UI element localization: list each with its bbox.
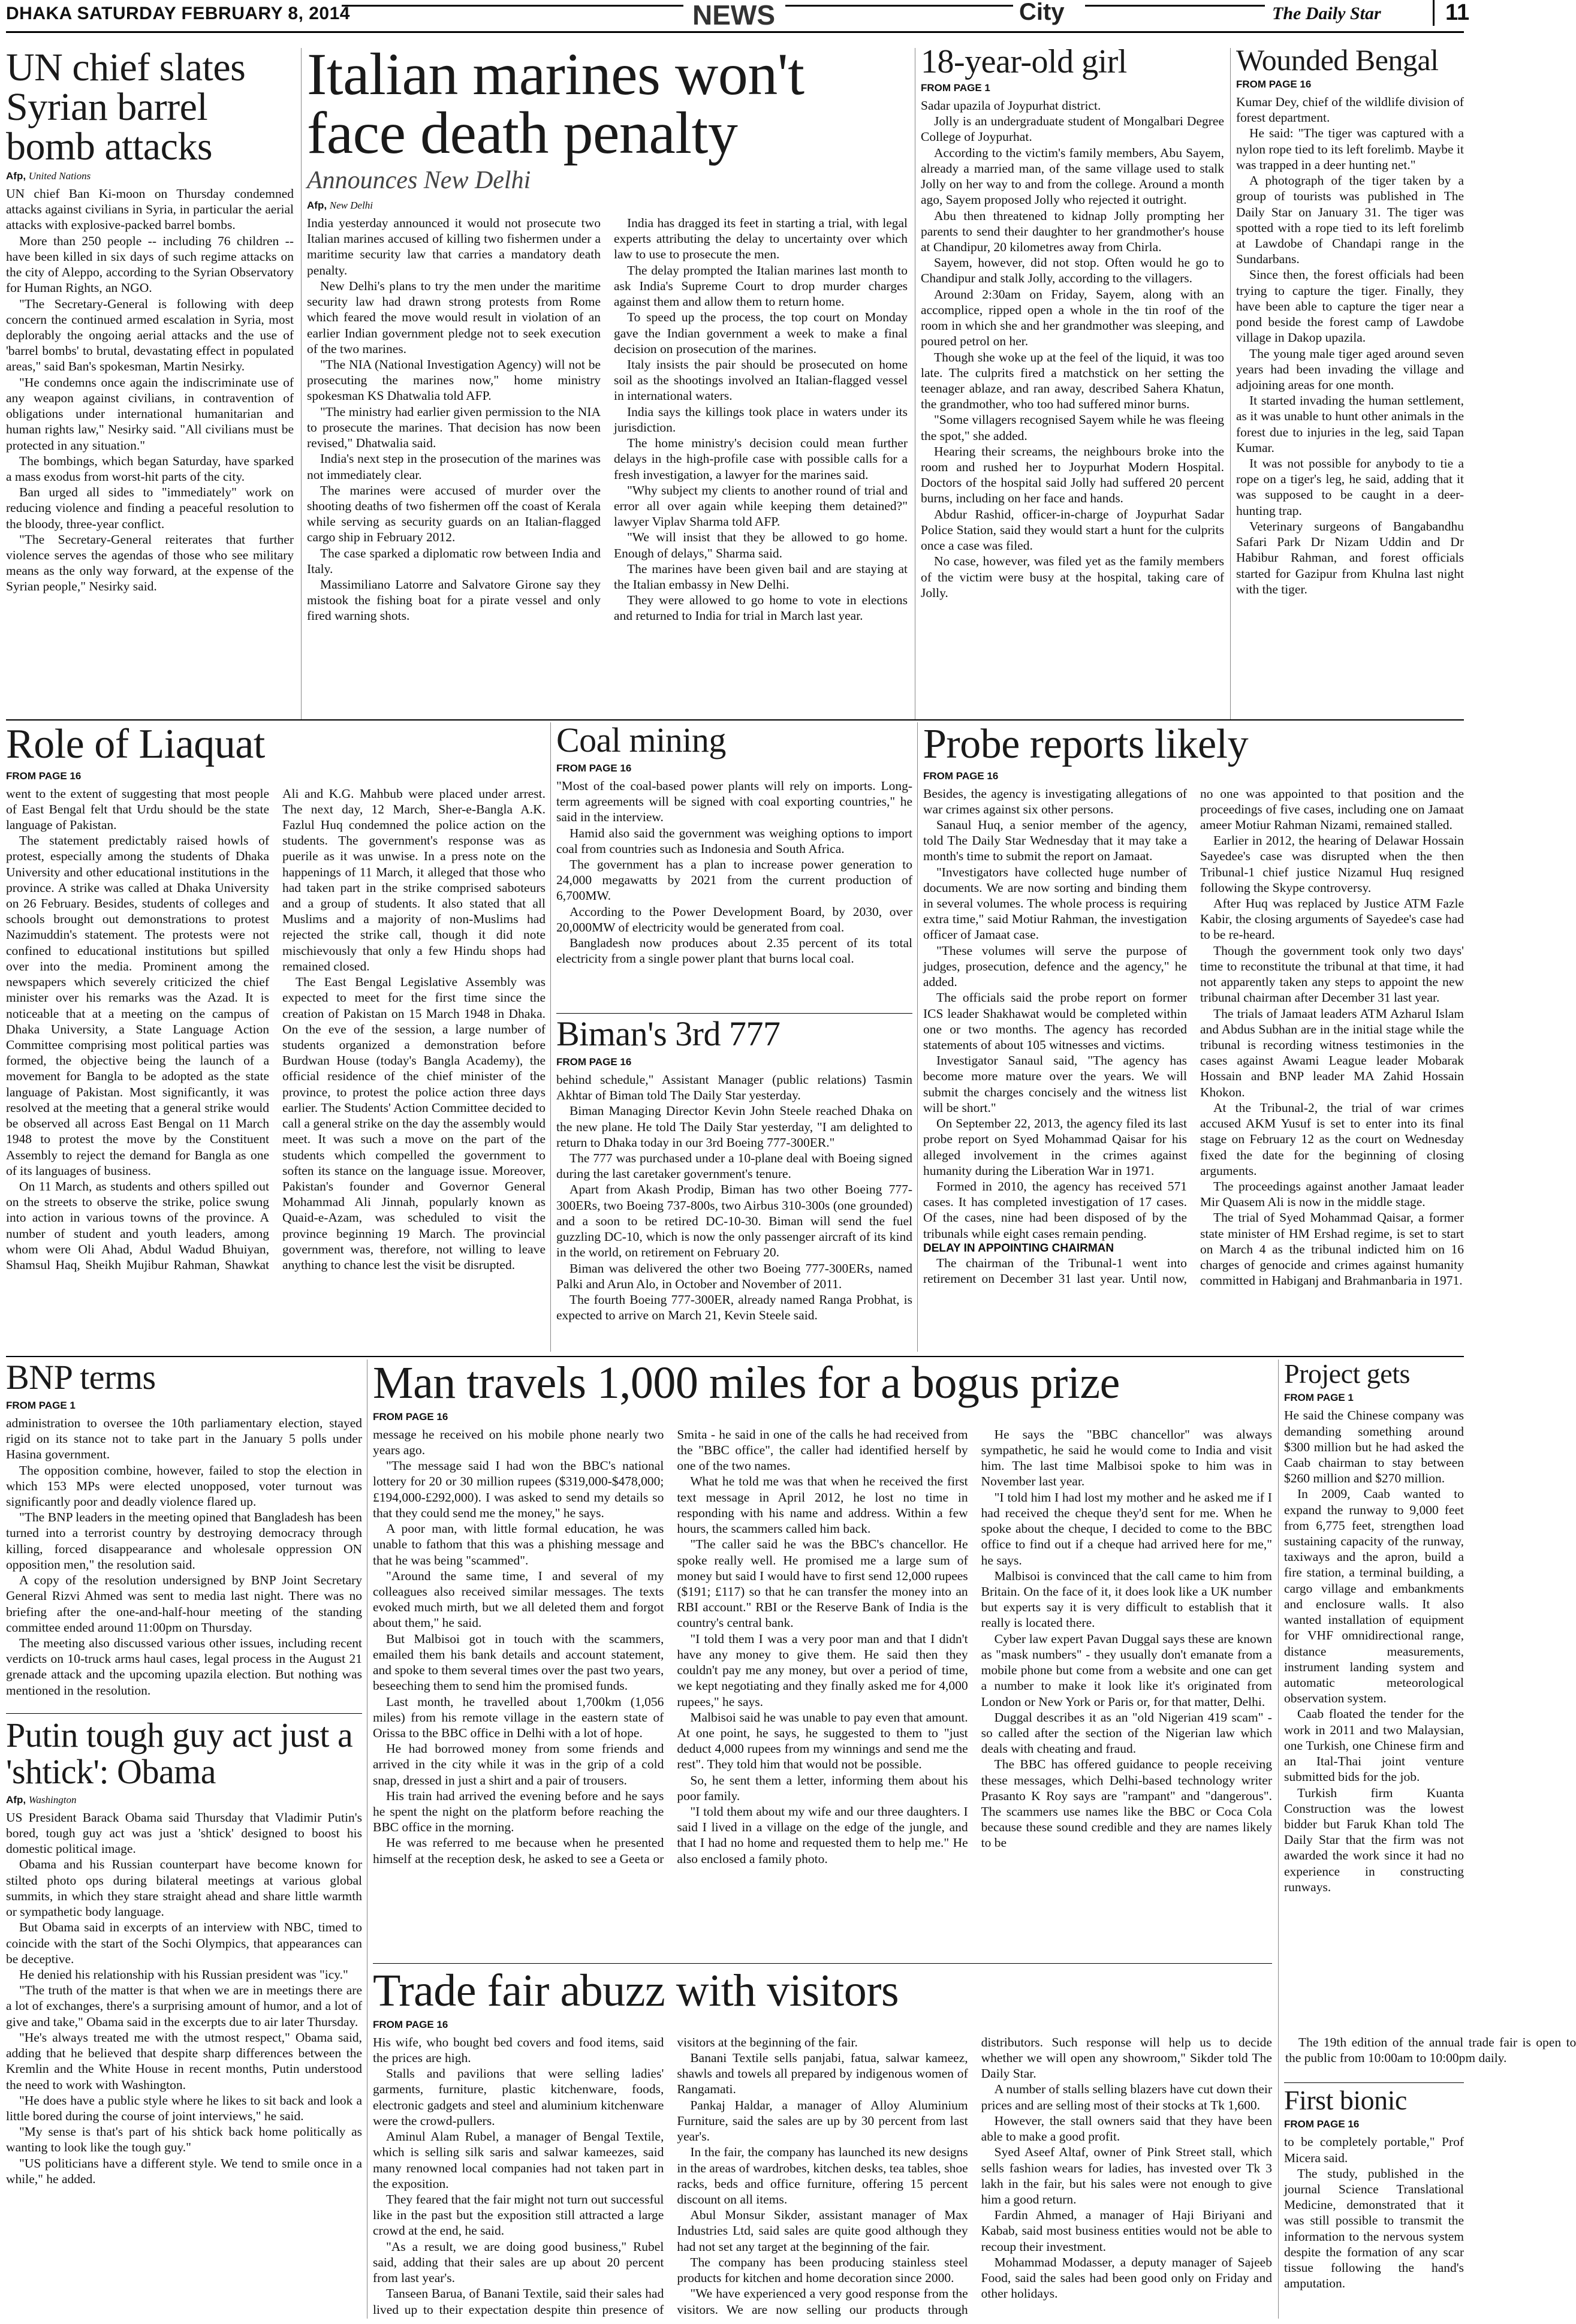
paragraph: However, the stall owners said that they have been able to make a good profit. [981, 2113, 1272, 2144]
headline: Trade fair abuzz with visitors [373, 1966, 899, 2016]
paragraph: Ban urged all sides to "immediately" work on reducing violence and finding a peaceful resolution to the bloody, three-year conflict. [6, 485, 294, 531]
byline: Afp, Washington [6, 1794, 77, 1805]
story-body [6, 1810, 362, 2187]
paragraph: The delay prompted the Italian marines last month to ask India's Supreme Court to drop murder charges against them and allow them to return home. [614, 263, 908, 309]
story-rule [373, 1963, 1272, 1964]
paragraph: US President Barack Obama said Thursday that Vladimir Putin's bored, tough guy act was just a 'shtick' designed to boost his domestic political image. [6, 1810, 362, 1856]
from-page: FROM PAGE 16 [1236, 79, 1312, 90]
paragraph: "The ministry had earlier given permission to the NIA to prosecute the marines. That decision has now been revised," Dhatwalia said. [307, 404, 601, 451]
from-page: FROM PAGE 16 [556, 762, 632, 774]
paragraph: Massimiliano Latorre and Salvatore Girone say they mistook the fishing boat for a pirate vessel and only fired warning shots. [307, 577, 601, 623]
masthead-rule-left [342, 5, 683, 7]
story-wounded-bengal [1236, 45, 1464, 719]
paragraph: Italy insists the pair should be prosecuted on home soil as the shootings involved an Italian-flagged vessel in international waters. [614, 357, 908, 403]
headline: BNP terms [6, 1358, 156, 1397]
story-bogus-prize [373, 1360, 1272, 1959]
paragraph: A copy of the resolution undersigned by BNP Joint Secretary General Rizvi Ahmed was sent to media last night. There was no briefing after the one-and-half-hour meeting of the standing committee ended around 11:00pm on Thursday. [6, 1573, 362, 1635]
story-italian-marines [307, 41, 908, 719]
story-body [556, 1072, 912, 1324]
paragraph: Caab floated the tender for the work in 2011 and two Malaysian, one Turkish, one Chinese firm and an Ital-Thai joint venture submitted bids for the job. [1284, 1707, 1464, 1785]
story-body [1284, 1407, 1464, 1895]
paragraph: India yesterday announced it would not prosecute two Italian marines accused of killing two fishermen under a maritime security law that carries a mandatory death penalty. [307, 216, 601, 278]
paragraph: Cyber law expert Pavan Duggal says these are known as "mask numbers" - they usually don't emanate from a mobile phone but come from a website and one can get a number to make it look like it's originated from London or New York or Paris or, for that matter, Delhi. [981, 1631, 1272, 1709]
headline: 18-year-old girl [921, 43, 1127, 80]
paragraph: The trials of Jamaat leaders ATM Azharul Islam and Abdus Subhan are in the initial stage while the tribunal is recording witness testimonies in the cases against Awami League leader Mobarak Hossain and BNP leader MA Zahid Hossain Khokon. [1200, 1006, 1464, 1099]
paragraph: UN chief Ban Ki-moon on Thursday condemned attacks against civilians in Syria, in particular the aerial attacks with explosive-packed barrel bombs. [6, 186, 294, 233]
story-body [1284, 2134, 1464, 2291]
story-bnp-terms [6, 1360, 362, 1710]
from-page: FROM PAGE 16 [373, 2018, 448, 2030]
paragraph: Biman was delivered the other two Boeing 777-300ERs, named Palki and Arun Alo, in October and November of 2011. [556, 1261, 912, 1291]
paragraph: After Huq was replaced by Justice ATM Fazle Kabir, the closing arguments of Sayedee's case had to be re-heard. [1200, 896, 1464, 942]
kicker: Announces New Delhi [307, 167, 531, 194]
paragraph: They feared that the fair might not turn out successful like in the past but the exposition still attracted a large crowd at the end, he said. [373, 2192, 664, 2238]
masthead-rule-middle [785, 5, 1013, 7]
paragraph: Last month, he travelled about 1,700km (1,056 miles) from his remote village in the eastern state of Orissa to the BBC office in Delhi with a lot of hope. [373, 1694, 664, 1740]
paragraph: At the Tribunal-2, the trial of war crimes accused AKM Yusuf is set to enter into its final stage on February 12 as the court on Wednesday fixed the date for the beginning of closing arguments. [1200, 1100, 1464, 1178]
paragraph: Hearing their screams, the neighbours broke into the room and rushed her to Joypurhat Modern Hospital. Doctors of the hospital said Jolly had suffered 20 percent burns, including on her face and hands. [921, 444, 1224, 506]
paragraph: So, he sent them a letter, informing them about his poor family. [677, 1773, 968, 1803]
story-first-bionic [1284, 2086, 1464, 2321]
paragraph: The BBC has offered guidance to people receiving these messages, which Delhi-based technology writer Prasanto K Roy says are "rampant" and "dangerous". The scammers use names like the BBC or Coca Cola because these sound credible and they are names likely to be [981, 1757, 1272, 1850]
paragraph: Though the government took only two days' time to reconstitute the tribunal at that time, it had not apparently taken any steps to appoint the new tribunal chairman after December 31 last year. [1200, 943, 1464, 1005]
paragraph: On 11 March, as students and others spilled out on the streets to observe the strike, police swung into action in various towns of the province. A number of student and youth leaders, among whom were Oli Ahad, Abdul Wadud Bhuiyan, Shamsul Haq, Sheikh Mujibur Rahman, Shawkat Ali and K.G. Mahbub were placed under arrest. The next day, 12 March, Sher-e-Bangla A.K. Fazlul Huq condemned the police action on the students. The government's response was as puerile as it was unwise. In a press note on the happenings of 11 March, it alleged that those who had taken part in the strike comprised saboteurs and a group of students. It also stated that all Muslims and a majority of non-Muslims had rejected the strike call, though it did note mischievously that only a few Hindu shops had remained closed. [6, 786, 546, 1273]
paragraph: "I told them I was a very poor man and that I didn't have any money to give them. He said then they couldn't pay me any money, but over a period of time, we kept negotiating and they finally asked me for 4,000 rupees," he says. [677, 1631, 968, 1709]
paragraph: The statement predictably raised howls of protest, especially among the students of Dhaka University and other educational institutions in the province. A strike was called at Dhaka University on 26 February. Besides, students of colleges and schools brought out demonstrations to protest Nazimuddin's statement. The protests were not confined to educational institutions but spilled over into the media. Prominent among the newspapers which severely criticized the chief minister over his remarks was the Azad. It is noticeable that at a meeting on the campus of Dhaka University, a State Language Action Committee comprising most political parties was formed, the objective being the launch of a movement for Bangla to be adopted as the state language of Pakistan. Most significantly, it was resolved at the meeting that a general strike would be observed all across East Bengal on 11 March 1948 to protest the move by the Constituent Assembly to reject the demand for Bangla as one of its languages of business. [6, 833, 269, 1178]
paragraph: Apart from Akash Prodip, Biman has two other Boeing 777-300ERs, two Boeing 737-800s, two Airbus 310-300s (one grounded) and a soon to be retired DC-10-30. Biman will send the fuel guzzling DC-10, which is now the only passenger aircraft of its kind in the world, on retirement on February 20. [556, 1182, 912, 1260]
paragraph: "The NIA (National Investigation Agency) will not be prosecuting the marines now," home ministry spokesman KS Dhatwalia told AFP. [307, 357, 601, 403]
byline: Afp, New Delhi [307, 200, 373, 211]
paragraph: "Around the same time, I and several of my colleagues also received similar messages. The texts evoked much mirth, but we all deleted them and forgot about them," he said. [373, 1568, 664, 1630]
paragraph: The company has been producing stainless steel products for kitchen and home decoration since 2000. [677, 2254, 968, 2286]
from-page: FROM PAGE 16 [373, 1410, 448, 1422]
from-page: FROM PAGE 16 [556, 1056, 632, 1068]
paragraph: The bombings, which began Saturday, have sparked a mass exodus from worst-hit parts of the city. [6, 453, 294, 484]
paragraph: "Investigators have collected huge number of documents. We are now sorting and binding them in several volumes. The whole process is requiring extra time," said Motiur Rahman, the investigation officer of Jamaat case. [923, 864, 1187, 942]
from-page: FROM PAGE 1 [6, 1399, 76, 1411]
paragraph: Banani Textile sells panjabi, fatua, salwar kameez, shawls and towels all prepared by indigenous women of Rangamati. [677, 2051, 968, 2097]
headline: First bionic [1284, 2085, 1407, 2115]
paragraph: "He's always treated me with the utmost respect," Obama said, adding that he believed that despite sharp differences between the Kremlin and the White House in recent months, Putin understood the need to work with Washington. [6, 2030, 362, 2092]
paragraph: More than 250 people -- including 76 children -- have been killed in six days of such regime attacks on the city of Aleppo, according to the Syrian Observatory for Human Rights, an NGO. [6, 233, 294, 296]
paragraph: The case sparked a diplomatic row between India and Italy. [307, 545, 601, 576]
paragraph: He denied his relationship with his Russian president was "icy." [19, 1967, 348, 1982]
paragraph: A poor man, with little formal education, he was unable to fathom that this was a phishing message and that he was being "scammed". [373, 1521, 664, 1568]
paragraph: What he told me was that when he received the first text message in April 2012, he lost no time in responding with his name and address. Within a few hours, the scammers called him back. [677, 1474, 968, 1536]
paragraph: In 2009, Caab wanted to expand the runway to 9,000 feet from 6,775 feet, strengthen load sustaining capacity of the runway, taxiways and the apron, build a fire station, a terminal building, a cargo village and embankments and enclosure walls. It also wanted installation of equipment for VHF omnidirectional range, distance measurements, instrument landing system and automatic meteorological observation system. [1284, 1487, 1464, 1706]
paragraph: "He does have a public style where he likes to sit back and look a little bored during the course of joint interviews," he said. [6, 2093, 362, 2123]
paragraph: A photograph of the tiger taken by a group of tourists was published in The Daily Star on January 31. The tiger was spotted with a rope tied to its left forelimb at Lawdobe of Chandapi range in the Sundarbans. [1236, 173, 1464, 267]
paragraph: But Obama said in excerpts of an interview with NBC, timed to coincide with the start of the Sochi Olympics, that appearances can be deceptive. [6, 1920, 362, 1966]
paragraph: The East Bengal Legislative Assembly was expected to meet for the first time since the creation of Pakistan on 15 March 1948 in Dhaka. On the eve of the session, a large number of students organized a demonstration before Burdwan House (today's Bangla Academy), the official residence of the chief minister of the province, to protest the police action three days earlier. The Students' Action Committee decided to call a general strike on the day the assembly would meet. It was such a move on the part of the students which compelled the government to soften its stance on the language issue. Moreover, Pakistan's founder and Governor General Mohammad Ali Jinnah, popularly known as Quaid-e-Azam, was scheduled to visit the province beginning 19 March. The provincial government was, therefore, not willing to leave anything to chance lest the visit be disrupted. [282, 975, 546, 1273]
paragraph: His wife, who bought bed covers and food items, said the prices are high. [373, 2034, 664, 2066]
paragraph: The 19th edition of the annual trade fair is open to the public from 10:00am to 10:00pm daily. [1285, 2034, 1576, 2066]
section-rule [6, 719, 1464, 721]
paragraph: Obama and his Russian counterpart have become known for stilted photo ops during bilateral meetings at various global summits, in which they stare straight ahead and share little warmth or sympathetic body language. [6, 1857, 362, 1919]
paragraph: "The caller said he was the BBC's chancellor. He spoke really well. He promised me a large sum of money but said I would have to first send 12,000 rupees ($191; £117) so that he can transfer the money into an RBI account." RBI or the Reserve Bank of India is the country's central bank. [677, 1537, 968, 1630]
story-rule [1284, 2082, 1464, 2083]
paragraph: behind schedule," Assistant Manager (public relations) Tasmin Akhtar of Biman told The Daily Star yesterday. [556, 1072, 912, 1103]
subsection-label: City [1019, 0, 1065, 25]
story-body [556, 778, 912, 967]
paragraph: "The Secretary-General is following with deep concern the continued armed escalation in Syria, most deplorably the ongoing aerial attacks and the use of 'barrel bombs' to brutal, devastating effect in populated areas," said Ban's spokesman, Martin Nesirky. [6, 296, 294, 374]
paragraph: India has dragged its feet in starting a trial, with legal experts attributing the delay to uncertainty over which law to use to prosecute the men. [614, 216, 908, 262]
page-number: 11 [1433, 0, 1469, 26]
from-page: FROM PAGE 16 [6, 770, 82, 782]
headline: Putin tough guy act just a 'shtick': Obama [6, 1716, 353, 1791]
story-rule [556, 1013, 912, 1014]
column-rule [1230, 48, 1231, 719]
paragraph: According to the victim's family members, Abu Sayem, already a married man, of the same village used to stalk Jolly on her way to and from the college. Around a month ago, Sayem proposed Jolly who rejected it outright. [921, 145, 1224, 207]
paragraph: They were allowed to go home to vote in elections and returned to India for trial in March last year. [614, 593, 908, 623]
paragraph: "My sense is that's part of his shtick back home politically as wanting to look like the tough guy." [6, 2124, 362, 2155]
paragraph: Sadar upazila of Joypurhat district. [921, 98, 1101, 113]
paragraph: The trial of Syed Mohammad Qaisar, a former state minister of HM Ershad regime, is set to start on March 4 as the tribunal indicted him on 16 charges of genocide and crimes against humanity committed in Habiganj and Brahmanbaria in 1971. [1200, 1210, 1464, 1288]
paragraph: "The Secretary-General reiterates that further violence serves the agendas of those who see military means as the only way forward, at the expense of the Syrian people," Nesirky said. [6, 532, 294, 594]
from-page: FROM PAGE 1 [921, 82, 990, 94]
paragraph: "We have experienced a very good response from the visitors. We are now selling our products through distributors. Such response will help us to decide whether we will open any showroom," Sikder told The Daily Star. [677, 2034, 1272, 2317]
paragraph: Since then, the forest officials had been trying to capture the tiger. Finally, they have been able to capture the tiger near a pond beside the forest camp of Lawdobe village in Dakop upazila. [1236, 267, 1464, 345]
paragraph: According to the Power Development Board, by 2030, over 20,000MW of electricity would be generated from coal. [556, 904, 912, 935]
story-body [923, 786, 1464, 1343]
paragraph: The officials said the probe report on former ICS leader Shakhawat would be completed within one or two months. The agency has recorded statements of about 105 witnesses and victims. [923, 990, 1187, 1052]
masthead-date: DHAKA SATURDAY FEBRUARY 8, 2014 [6, 4, 350, 23]
paragraph: Formed in 2010, the agency has received 571 cases. It has completed investigation of 17 cases. Of the cases, nine had been disposed of by the tribunals while eight cases remain pending. [923, 1178, 1187, 1241]
paragraph: went to the extent of suggesting that most people of East Bengal felt that Urdu should be the state language of Pakistan. [6, 786, 269, 832]
paragraph: India says the killings took place in waters under its jurisdiction. [614, 404, 908, 435]
paragraph: "We will insist that they be allowed to go home. Enough of delays," Sharma said. [614, 530, 908, 560]
paragraph: administration to oversee the 10th parliamentary election, stayed rigid on its stance not to take part in the January 5 polls under Hasina government. [6, 1415, 362, 1462]
paragraph: "The message said I had won the BBC's national lottery for 20 or 30 million rupees ($319,000-$478,000; £194,000-£292,000). I was asked to send my details so that they could send me the money," he says. [373, 1458, 664, 1520]
section-label: NEWS [692, 0, 775, 31]
story-body [6, 786, 546, 1343]
story-body [373, 1427, 1272, 1948]
paragraph: The meeting also discussed various other issues, including recent verdicts on 10-truck arms haul cases, legal process in the August 21 grenade attack and the upcoming upazila election. But nothing was mentioned in the resolution. [6, 1635, 362, 1698]
paragraph: The young male tiger aged around seven years had been invading the village and adjoining areas for one month. [1236, 346, 1464, 392]
paragraph: The marines have been given bail and are staying at the Italian embassy in New Delhi. [614, 561, 908, 592]
column-rule [301, 48, 302, 719]
paragraph: India's next step in the prosecution of the marines was not immediately clear. [307, 451, 601, 482]
paragraph: He was referred to me because when he presented himself at the reception desk, he asked to see a Geeta or Smita - he said in one of the calls he had received from the "BBC office", the caller had identified herself by one of the two names. [373, 1427, 968, 1866]
story-body [6, 1415, 362, 1698]
paragraph: The proceedings against another Jamaat leader Mir Quasem Ali is now in the middle stage. [1200, 1178, 1464, 1210]
story-rule [6, 1713, 362, 1714]
paragraph: "US politicians have a different style. We tend to smile once in a while," he added. [6, 2156, 362, 2186]
paragraph: Tanseen Barua, of Banani Textile, said their sales had lived up to their expectation despite thin presence of visitors at the beginning of the fair. [373, 2034, 858, 2317]
story-coal-mining [556, 722, 912, 1010]
paragraph: Around 2:30am on Friday, Sayem, along with an accomplice, ripped open a whole in the tin roof of the room in which she and her grandmother was sleeping, and poured petrol on her. [921, 287, 1224, 349]
paragraph: "Why subject my clients to another round of trial and error all over again while keeping them detained?" lawyer Viplav Sharma told AFP. [614, 483, 908, 529]
paragraph: Earlier in 2012, the hearing of Delawar Hossain Sayedee's case was disrupted when the then Tribunal-1 chief justice Nizamul Huq resigned following the Skype controversy. [1200, 833, 1464, 895]
paragraph: In the fair, the company has launched its new designs in the areas of wardrobes, kitchen desks, tea tables, shoe racks, beds and office furniture, offering 15 percent discount on all items. [677, 2145, 968, 2207]
paragraph: To speed up the process, the top court on Monday gave the Indian government a week to make a final decision on prosecution of the marines. [614, 310, 908, 356]
paragraph: "He condemns once again the indiscriminate use of any weapon against civilians, in contravention of obligations under international humanitarian and human rights law," Nesirky said. "All civilians must be protected in any situation." [6, 375, 294, 453]
paragraph: Malbisoi is convinced that the call came to him from Britain. On the face of it, it does look like a UK number but experts say it is very difficult to establish that it really is located there. [981, 1568, 1272, 1630]
column-rule [1278, 1360, 1279, 2319]
paragraph: The home ministry's decision could mean further delays in the high-profile case with possible calls for a fresh investigation, a lawyer for the marines said. [614, 436, 908, 482]
story-body [6, 186, 294, 595]
paragraph: It was not possible for anybody to tie a rope on a tiger's leg, he said, adding that it was supposed to be caught in a deer-hunting trap. [1236, 456, 1464, 518]
paragraph: "Some villagers recognised Sayem while he was fleeing the spot," she added. [921, 412, 1224, 443]
from-page: FROM PAGE 1 [1284, 1392, 1354, 1404]
column-rule [917, 722, 918, 1352]
headline: Project gets [1284, 1358, 1410, 1389]
paragraph: On September 22, 2013, the agency filed its last probe report on Syed Mohammad Qaisar for his alleged involvement in the crimes against humanity during the Liberation War in 1971. [923, 1116, 1187, 1178]
paragraph: But Malbisoi got in touch with the scammers, emailed them his bank details and account statement, and spoke to them several times over the past two years, beseeching them to send him the promised funds. [373, 1631, 664, 1693]
story-18-year-old-girl [921, 45, 1224, 719]
headline: Italian marines won't face death penalty [307, 41, 804, 166]
story-body [307, 215, 908, 689]
from-page: FROM PAGE 16 [1284, 2118, 1360, 2130]
story-probe-reports [923, 722, 1464, 1352]
paragraph: Investigator Sanaul said, "The agency has become more mature over the years. We will submit the charges concisely and the witness list will be short." [923, 1053, 1187, 1115]
paragraph: DELAY IN APPOINTING CHAIRMAN [923, 1241, 1114, 1255]
paragraph: Kumar Dey, chief of the wildlife division of forest department. [1236, 95, 1464, 125]
from-page: FROM PAGE 16 [923, 770, 999, 782]
masthead-rule-right [1085, 5, 1265, 7]
masthead [6, 0, 1470, 33]
paragraph: Pankaj Haldar, a manager of Alloy Aluminium Furniture, said the sales are up by 30 percent from last year's. [677, 2097, 968, 2144]
paragraph: He said the Chinese company was demanding something around $300 million but he had asked the Caab chairman to stay between $260 million and $270 million. [1284, 1408, 1464, 1486]
paragraph: The study, published in the journal Science Translational Medicine, demonstrated that it was still possible to transmit the information to the nervous system despite the formation of any scar tissue following the hand's amputation. [1284, 2166, 1464, 2291]
paragraph: Malbisoi said he was unable to pay even that amount. At one point, he says, he suggested to them to "just deduct 4,000 rupees from my winnings and send me the rest". They told him that would not be possible. [677, 1710, 968, 1772]
paragraph: He said: "The tiger was captured with a nylon rope tied to its left forelimb. Maybe it was trapped in a deer hunting net." [1236, 126, 1464, 172]
paragraph: The fourth Boeing 777-300ER, already named Ranga Probhat, is expected to arrive on March 21, Kevin Steele said. [556, 1292, 912, 1323]
paragraph: Jolly is an undergraduate student of Mongalbari Degree College of Joypurhat. [921, 114, 1224, 144]
paragraph: Sanaul Huq, a senior member of the agency, told The Daily Star Wednesday that it may take a month's time to submit the report on Jamaat. [923, 817, 1187, 864]
paragraph: His train had arrived the evening before and he says he spent the night on the platform before reaching the BBC office in the morning. [373, 1788, 664, 1835]
paragraph: Though she woke up at the feel of the liquid, it was too late. The culprits fired a matchstick on her setting the teenager ablaze, and ran away, described Sahera Khatun, the grandmother, who too had suffered minor burns. [921, 349, 1224, 412]
paragraph: A number of stalls selling blazers have cut down their prices and are selling most of their stocks at Tk 1,600. [981, 2082, 1272, 2112]
paragraph: Abul Monsur Sikder, assistant manager of Max Industries Ltd, said sales are quite good although they had not set any target at the beginning of the fair. [677, 2208, 968, 2254]
paragraph: The chairman of the Tribunal-1 went into retirement on December 31 last year. Until now, no one was appointed to that position and the proceedings of five cases, including one on Jamaat ameer Motiur Rahman Nizami, remained stalled. [923, 786, 1464, 1286]
story-role-of-liaquat [6, 722, 546, 1352]
story-body [1236, 94, 1464, 597]
paragraph: Besides, the agency is investigating allegations of war crimes against six other persons. [923, 786, 1187, 816]
story-biman [556, 1016, 912, 1352]
headline: Biman's 3rd 777 [556, 1014, 781, 1053]
paragraph: The opposition combine, however, failed to stop the election in which 153 MPs were elected unopposed, voter turnout was significantly poor and deadly violence flared up. [6, 1463, 362, 1509]
paragraph: "Most of the coal-based power plants will rely on imports. Long-term agreements will be signed with coal exporting countries," he said in the interview. [556, 778, 912, 825]
paragraph: "I told him I had lost my mother and he asked me if I had received the cheque they'd sent for me. When he spoke about the cheque, I decided to come to the BBC office to find out if a cheque had arrived here for me," he says. [981, 1490, 1272, 1568]
story-un-chief [6, 48, 294, 719]
paragraph: Syed Aseef Altaf, owner of Pink Street stall, which sells fashion wears for ladies, has invested over Tk 3 lakh in the fair, but his sales were not enough to give him a good return. [981, 2145, 1272, 2207]
paragraph: No case, however, was filed yet as the family members of the victim were busy at the hospital, taking care of Jolly. [921, 554, 1224, 600]
paragraph: "These volumes will serve the purpose of judges, prosecution, defence and the agency," he added. [923, 943, 1187, 990]
paragraph: It started invading the human settlement, as it was unable to hunt other animals in the forest due to injuries in the leg, said Tapan Kumar. [1236, 393, 1464, 455]
story-project-gets [1284, 1360, 1464, 2079]
headline: Wounded Bengal [1236, 43, 1439, 77]
headline: Role of Liaquat [6, 721, 265, 767]
paragraph: to be completely portable," Prof Micera said. [1284, 2135, 1464, 2165]
paragraph: Mohammad Modasser, a deputy manager of Sajeeb Food, said the sales had been good only on Friday and other holidays. [981, 2254, 1272, 2301]
paragraph: "The BNP leaders in the meeting opined that Bangladesh has been turned into a terrorist country by destroying democracy through killing, forced disappearance and wholesale oppression ON opposition men," the resolution said. [6, 1510, 362, 1572]
paragraph: Abdur Rashid, officer-in-charge of Joypurhat Sadar Police Station, said they would start a hunt for the culprits once a case was filed. [921, 507, 1224, 553]
paragraph: Turkish firm Kuanta Construction was the lowest bidder but Faruk Khan told The Daily Star that the firm was not awarded the work since it had no experience in constructing runways. [1284, 1785, 1464, 1894]
paragraph: Hamid also said the government was weighing options to import coal from countries such as Indonesia and South Africa. [556, 825, 912, 856]
paragraph: The 777 was purchased under a 10-plane deal with Boeing signed during the last caretaker government's tenure. [556, 1150, 912, 1181]
paragraph: The marines were accused of murder over the shooting deaths of two fishermen off the coast of Kerala while serving as security guards on an Italian-flagged cargo ship in February 2012. [307, 483, 601, 545]
paragraph: Aminul Alam Rubel, a manager of Bengal Textile, which is selling silk saris and salwar kameezes, said many renowned local companies had not taken part in the exposition. [373, 2129, 664, 2191]
paragraph: "As a result, we are doing good business," Rubel said, adding that their sales are up about 20 percent from last year's. [373, 2239, 664, 2286]
paragraph: He says the "BBC chancellor" was always sympathetic, he said he would come to India and visit him. The last time Malbisoi spoke to him was in November last year. [981, 1427, 1272, 1489]
story-putin-obama [6, 1717, 362, 2320]
paper-name: The Daily Star [1272, 4, 1381, 23]
headline: UN chief slates Syrian barrel bomb attacks [6, 46, 246, 168]
paragraph: Fardin Ahmed, a manager of Haji Biriyani and Kabab, said most business entities would not be able to recoup their investment. [981, 2208, 1272, 2254]
paragraph: Abu then threatened to kidnap Jolly prompting her parents to send their daughter to her grandmother's house at Chandipur, 20 kilometres away from Chirla. [921, 208, 1224, 254]
paragraph: Veterinary surgeons of Bangabandhu Safari Park Dr Nizam Uddin and Dr Habibur Rahman, and forest officials started for Gazipur from Khulna last night with the tiger. [1236, 519, 1464, 596]
headline: Coal mining [556, 721, 726, 759]
paragraph: Sayem, however, did not stop. Often would he go to Chandipur and stalk Jolly, according to the villagers. [921, 255, 1224, 286]
headline: Probe reports likely [923, 721, 1249, 767]
paragraph: Stalls and pavilions that were selling ladies' garments, furniture, plastic kitchenware, foods, electronic gadgets and steel and aluminium kitchenware were the crowd-pullers. [373, 2066, 664, 2128]
paragraph: Biman Managing Director Kevin John Steele reached Dhaka on the new plane. He told The Daily Star yesterday, "I am delighted to return to Dhaka today in our 3rd Boeing 777-300ER." [556, 1104, 912, 1150]
paragraph: He had borrowed money from some friends and arrived in the city while it was in the grip of a cold snap, dressed in just a shirt and a pair of trousers. [373, 1741, 664, 1788]
paragraph: "The truth of the matter is that when we are in meetings there are a lot of exchanges, there's a surprising amount of humor, and a lot of give and take," Obama said in the excerpts due to air later Thursday. [6, 1983, 362, 2029]
paragraph: Bangladesh now produces about 2.35 percent of its total electricity from a single power plant that burns local coal. [556, 936, 912, 966]
paragraph: Duggal describes it as an "old Nigerian 419 scam" - so called after the section of the Nigerian law which deals with cheating and fraud. [981, 1710, 1272, 1756]
byline: Afp, United Nations [6, 170, 91, 182]
story-body [921, 98, 1224, 601]
headline: Man travels 1,000 miles for a bogus prize [373, 1358, 1120, 1408]
section-rule [6, 1356, 1464, 1357]
paragraph: message he received on his mobile phone nearly two years ago. [373, 1427, 664, 1458]
paragraph: The government has a plan to increase power generation to 24,000 megawatts by 2021 from the current production of 6,700MW. [556, 857, 912, 903]
column-rule [550, 722, 551, 1352]
paragraph: New Delhi's plans to try the men under the maritime security law had drawn strong protests from Rome which feared the move would result in violation of an earlier Indian government pledge not to seek execution of the two marines. [307, 278, 601, 356]
paragraph: "I told them about my wife and our three daughters. I said I lived in a village on the edge of the jungle, and that I had no home and requested them to help me." He also enclosed a family photo. [677, 1804, 968, 1866]
